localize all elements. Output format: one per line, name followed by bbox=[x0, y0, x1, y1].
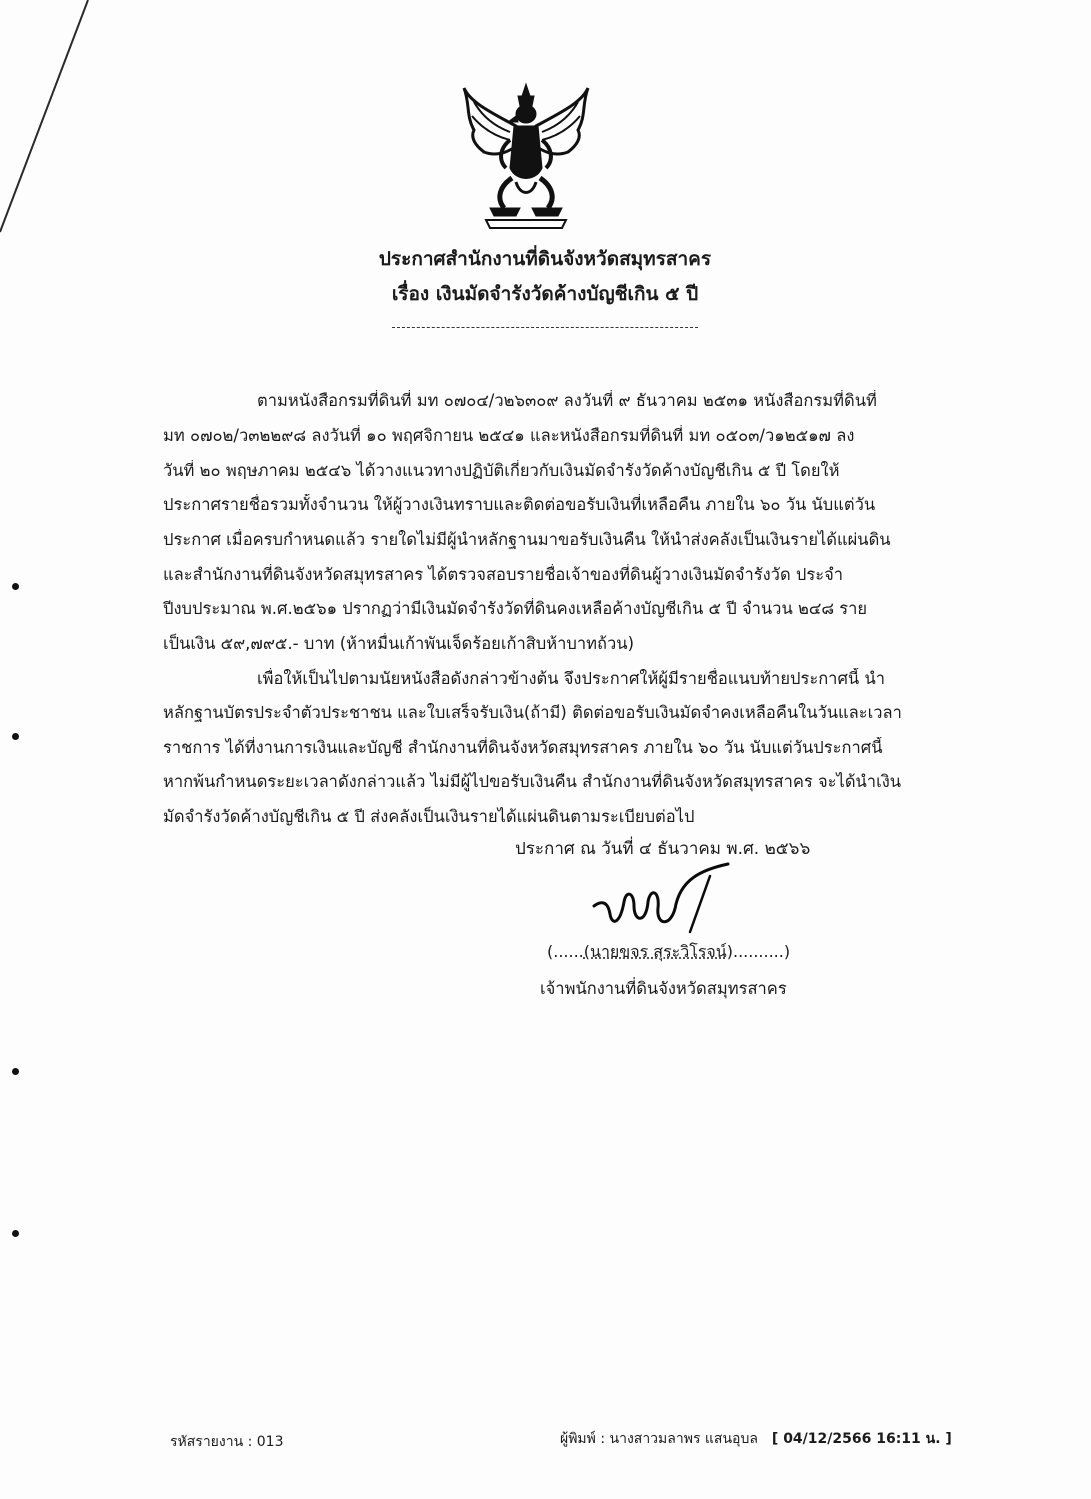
print-timestamp: [ 04/12/2566 16:11 น. ] bbox=[771, 1431, 952, 1447]
body-line: ประกาศ เมื่อครบกำหนดแล้ว รายใดไม่มีผู้นำหลักฐานมาขอรับเงินคืน ให้นำส่งคลังเป็นเงินรายได้แผ่นดิน bbox=[163, 530, 891, 549]
page-edge-line bbox=[0, 0, 140, 240]
subject-title: เรื่อง เงินมัดจำรังวัดค้างบัญชีเกิน ๕ ปี bbox=[391, 283, 699, 305]
printer-info bbox=[560, 1428, 952, 1450]
body-line: ประกาศรายชื่อรวมทั้งจำนวน ให้ผู้วางเงินทราบและติดต่อขอรับเงินที่เหลือคืน ภายใน ๖๐ วัน นับแต่วัน bbox=[163, 495, 876, 514]
body-line: เพื่อให้เป็นไปตามนัยหนังสือดังกล่าวข้างต้น จึงประกาศให้ผู้มีรายชื่อแนบท้ายประกาศนี้ นำ bbox=[257, 669, 885, 688]
body-line: วันที่ ๒๐ พฤษภาคม ๒๕๔๖ ได้วางแนวทางปฏิบัติเกี่ยวกับเงินมัดจำรังวัดค้างบัญชีเกิน ๕ ปี โดยให้ bbox=[163, 461, 840, 480]
binder-hole-mark bbox=[12, 1068, 19, 1075]
body-line: เป็นเงิน ๕๙,๗๙๕.- บาท (ห้าหมื่นเก้าพันเจ็ดร้อยเก้าสิบห้าบาทถ้วน) bbox=[163, 634, 635, 653]
binder-hole-mark bbox=[12, 733, 19, 740]
body-line: มัดจำรังวัดค้างบัญชีเกิน ๕ ปี ส่งคลังเป็นเงินรายได้แผ่นดินตามระเบียบต่อไป bbox=[163, 807, 695, 826]
signer-name-close: ..........) bbox=[732, 942, 791, 961]
binder-hole-mark bbox=[12, 1230, 19, 1237]
signer-name-text: (นายขจร สุระวิโรจน์) bbox=[583, 942, 733, 961]
announcement-date: ประกาศ ณ วันที่ ๔ ธันวาคม พ.ศ. ๒๕๖๖ bbox=[515, 839, 811, 859]
body-line: หลักฐานบัตรประจำตัวประชาชน และใบเสร็จรับเงิน(ถ้ามี) ติดต่อขอรับเงินมัดจำคงเหลือคืนในวันและเวลา bbox=[163, 703, 902, 722]
garuda-emblem-icon bbox=[460, 82, 592, 232]
page-title: ประกาศสำนักงานที่ดินจังหวัดสมุทรสาคร bbox=[378, 248, 712, 270]
body-line: ปีงบประมาณ พ.ศ.๒๕๖๑ ปรากฏว่ามีเงินมัดจำรังวัดที่ดินคงเหลือค้างบัญชีเกิน ๕ ปี จำนวน ๒๔๘ ราย bbox=[163, 599, 868, 618]
printer-name: ผู้พิมพ์ : นางสาวมลาพร แสนอุบล bbox=[560, 1431, 758, 1447]
signer-name-open: (...... bbox=[547, 942, 584, 961]
body-line: และสำนักงานที่ดินจังหวัดสมุทรสาคร ได้ตรวจสอบรายชื่อเจ้าของที่ดินผู้วางเงินมัดจำรังวัด ประจำ bbox=[163, 565, 844, 584]
body-line: หากพ้นกำหนดระยะเวลาดังกล่าวแล้ว ไม่มีผู้ไปขอรับเงินคืน สำนักงานที่ดินจังหวัดสมุทรสาคร จะได้นำเงิน bbox=[163, 772, 902, 791]
body-line: ตามหนังสือกรมที่ดินที่ มท ๐๗๐๔/ว๒๖๓๐๙ ลงวันที่ ๙ ธันวาคม ๒๕๓๑ หนังสือกรมที่ดินที่ bbox=[257, 391, 877, 410]
signer-name bbox=[547, 940, 790, 965]
handwritten-signature-icon bbox=[590, 862, 740, 937]
binder-hole-mark bbox=[12, 583, 19, 590]
title-divider bbox=[392, 327, 698, 328]
body-line: ราชการ ได้ที่งานการเงินและบัญชี สำนักงานที่ดินจังหวัดสมุทรสาคร ภายใน ๖๐ วัน นับแต่วันประกาศนี้ bbox=[163, 738, 883, 757]
body-line: มท ๐๗๐๒/ว๓๒๒๙๘ ลงวันที่ ๑๐ พฤศจิกายน ๒๕๔๑ และหนังสือกรมที่ดินที่ มท ๐๕๐๓/ว๑๒๕๑๗ ลง bbox=[163, 426, 855, 445]
signer-position: เจ้าพนักงานที่ดินจังหวัดสมุทรสาคร bbox=[540, 979, 787, 998]
report-code: รหัสรายงาน : 013 bbox=[170, 1434, 284, 1450]
